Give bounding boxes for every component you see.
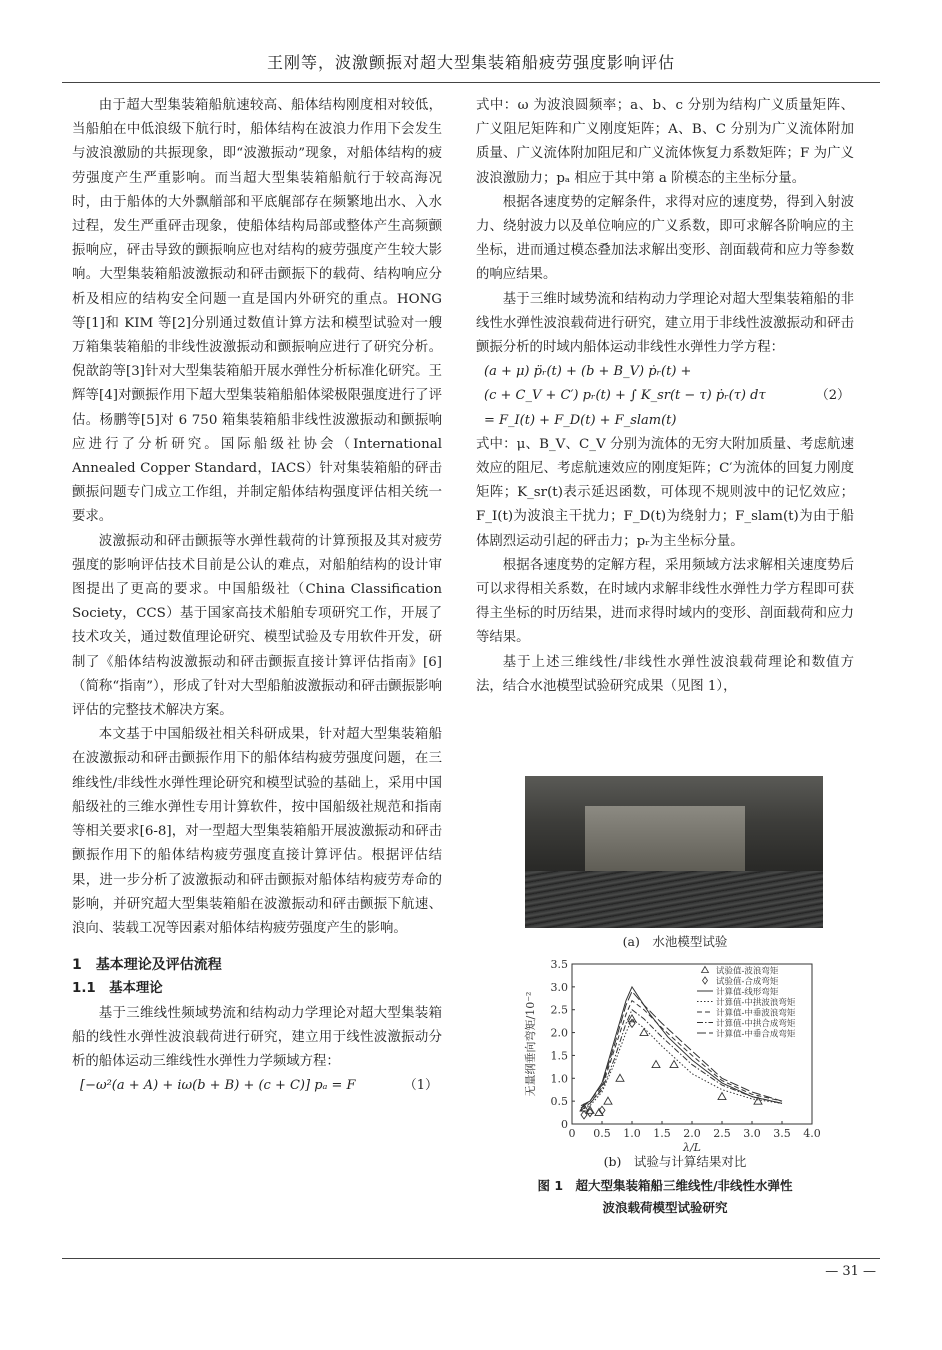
x-axis-label: λ/L (683, 1141, 701, 1152)
y-axis-label: 无量纲垂向弯矩/10⁻² (524, 991, 537, 1097)
equation-2-line-2-body: (c + C_V + C′) pᵣ(t) + ∫ K_sr(t − τ) ṗᵣ(τ) dτ (484, 388, 766, 404)
y-tick-label: 0 (561, 1118, 568, 1131)
data-point (670, 1061, 678, 1068)
x-tick-label: 2.0 (683, 1127, 701, 1140)
equation-2-number: （2） (815, 388, 850, 404)
data-point (640, 1029, 648, 1036)
data-point (718, 1093, 726, 1100)
figure-title-2: 波浪载荷模型试验研究 (602, 1200, 728, 1215)
x-tick-label: 1.5 (653, 1127, 671, 1140)
left-paragraph-1: 由于超大型集装箱船航速较高、船体结构刚度相对较低，当船舶在中低浪级下航行时，船体结构在波浪力作用下会发生与波浪激励的共振现象，即“波激振动”现象，对船体结构的疲劳强度产生严重影响。而当超大型集装箱船航行于较高海况时，由于船体的大外飘艏部和平底艉部存在频繁地出水、入水过程，发生严重砰击现象，使船体结构局部或整体产生高频颤振响应，砰击导致的颤振响应也对结构的疲劳强度产生较大影响。大型集装箱船波激振动和砰击颤振下的载荷、结构响应分析及相应的结构安全问题一直是国内外研究的重点。HONG 等[1]和 KIM 等[2]分别通过数值计算方法和模型试验对一艘万箱集装箱船的非线性波激振动和颤振响应进行了研究分析。倪歆韵等[3]针对大型集装箱船开展水弹性分析标准化研究。王辉等[4]对颤振作用下超大型集装箱船船体梁极限强度进行了评估。杨鹏等[5]对 6 750 箱集装箱船非线性波激振动和颤振响应进行了分析研究。国际船级社协会（International Annealed Copper Standard，IACS）针对集装箱船的砰击颤振问题专门成立工作组，并制定船体结构强度评估相关统一要求。 (72, 98, 442, 525)
legend-label: 计算值-中垂合成弯矩 (716, 1029, 796, 1040)
y-tick-label: 3.0 (550, 980, 568, 994)
right-paragraph-3: 基于三维时域势流和结构动力学理论对超大型集装箱船的非线性水弹性波浪载荷进行研究，建立用于非线性波激振动和砰击颤振分析的时域内船体运动非线性水弹性力学方程： (476, 291, 854, 356)
figure-title-line-2 (476, 1198, 854, 1216)
right-paragraph-6: 基于上述三维线性/非线性水弹性波浪载荷理论和数值方法，结合水池模型试验研究成果（见图 1）， (476, 654, 854, 694)
equation-1 (72, 1074, 442, 1098)
equation-2-line-1: (a + μ) p̈ᵣ(t) + (b + B_V) ṗᵣ(t) + (484, 364, 692, 380)
x-tick-label: 0 (568, 1127, 576, 1140)
water-surface (525, 871, 823, 928)
legend-label: 试验值-合成弯矩 (716, 977, 779, 987)
figure-caption-b: (b) 试验与计算结果对比 (603, 1154, 747, 1169)
y-tick-label: 2.5 (550, 1003, 568, 1017)
footer-rule (62, 1258, 880, 1259)
legend-label: 计算值-中拱波浪弯矩 (716, 998, 796, 1008)
page-number: — 31 — (825, 1264, 876, 1279)
data-point (604, 1097, 612, 1104)
running-header-title: 王刚等，波激颤振对超大型集装箱船疲劳强度影响评估 (266, 53, 675, 72)
equation-1-body: [−ω²(a + A) + iω(b + B) + (c + C)] pₐ = F (80, 1078, 356, 1094)
x-tick-label: 2.5 (713, 1127, 731, 1140)
legend-label: 计算值-线形弯矩 (716, 987, 779, 998)
figure-caption-a: (a) 水池模型试验 (622, 934, 728, 949)
data-point (616, 1074, 624, 1081)
legend-marker (703, 977, 708, 984)
left-paragraph-2: 波激振动和砰击颤振等水弹性载荷的计算预报及其对疲劳强度的影响评估技术目前是公认的难点，对船舶结构的设计审图提出了更高的要求。中国船级社（China Classification Society，CCS）基于国家高技术船舶专项研究工作，开展了技术攻关，通过数值理论研究、模型试验及专用软件开发，研制了《船体结构波激振动和砰击颤振直接计算评估指南》[6]（简称“指南”），形成了针对大型船舶波激振动和砰击颤振影响评估的完整技术解决方案。 (72, 533, 442, 719)
y-tick-label: 3.5 (550, 958, 568, 971)
x-tick-label: 3.5 (773, 1127, 791, 1140)
legend-label: 计算值-中拱合成弯矩 (716, 1019, 796, 1029)
running-header (62, 48, 880, 83)
right-paragraph-2: 根据各速度势的定解条件，求得对应的速度势，得到入射波力、绕射波力以及单位响应的广义系数，即可求解各阶响应的主坐标，进而通过模态叠加法求解出变形、剖面载荷和应力等参数的响应结果。 (476, 194, 854, 283)
figure-label: 图 1 (537, 1178, 564, 1193)
y-tick-label: 1.5 (550, 1049, 568, 1063)
x-tick-label: 1.0 (623, 1127, 641, 1140)
left-column (72, 94, 442, 1098)
basin-model-test-photo (525, 776, 823, 928)
x-tick-label: 0.5 (593, 1127, 611, 1140)
right-paragraph-5: 根据各速度势的定解方程，采用频域方法求解相关速度势后可以求得相关系数，在时域内求解非线性水弹性力学方程即可获得主坐标的时历结果，进而求得时域内的变形、剖面载荷和应力等结果。 (476, 557, 854, 646)
x-tick-label: 4.0 (803, 1127, 821, 1140)
figure-title-1: 超大型集装箱船三维线性/非线性水弹性 (575, 1178, 793, 1193)
equation-2-line-3: = F_I(t) + F_D(t) + F_slam(t) (484, 412, 677, 428)
x-tick-label: 3.0 (743, 1127, 761, 1140)
equation-1-number: （1） (403, 1078, 438, 1094)
section-heading-1-1: 1.1 基本理论 (72, 981, 163, 997)
ship-model-shape (585, 806, 745, 876)
y-tick-label: 1.0 (550, 1072, 568, 1086)
y-tick-label: 2.0 (550, 1026, 568, 1040)
left-paragraph-4: 基于三维线性频域势流和结构动力学理论对超大型集装箱船的线性水弹性波浪载荷进行研究，建立用于线性波激振动分析的船体运动三维线性水弹性力学频域方程： (72, 1005, 442, 1069)
legend-label: 计算值-中垂波浪弯矩 (716, 1008, 796, 1019)
data-point (581, 1111, 587, 1119)
y-tick-label: 0.5 (550, 1095, 568, 1109)
right-paragraph-1: 式中：ω 为波浪圆频率；a、b、c 分别为结构广义质量矩阵、广义阻尼矩阵和广义刚度矩阵；A、B、C 分别为广义流体附加质量、广义流体附加阻尼和广义流体恢复力系数矩阵；F 为广义波浪激励力；pₐ 相应于其中第 a 阶模态的主坐标分量。 (476, 98, 854, 186)
legend-marker (702, 967, 709, 973)
comparison-chart (520, 956, 830, 1152)
left-paragraph-3: 本文基于中国船级社相关科研成果，针对超大型集装箱船在波激振动和砰击颤振作用下的船体结构疲劳强度问题，在三维线性/非线性水弹性理论研究和模型试验的基础上，采用中国船级社的三维水弹性专用计算软件，按中国船级社规范和指南等相关要求[6-8]，对一型超大型集装箱船开展波激振动和砰击颤振作用下的船体结构疲劳强度直接计算评估。根据评估结果，进一步分析了波激振动和砰击颤振对船体结构疲劳寿命的影响，并研究超大型集装箱船在波激振动和砰击颤振下航速、浪向、装载工况等因素对船体结构疲劳强度产生的影响。 (72, 727, 442, 936)
equation-2-line-2 (476, 384, 854, 408)
legend-label: 试验值-波浪弯矩 (716, 966, 779, 977)
figure-title-line-1 (476, 1176, 854, 1194)
right-column (476, 94, 854, 699)
data-point (652, 1061, 660, 1068)
section-heading-1: 1 基本理论及评估流程 (72, 957, 222, 974)
right-paragraph-4: 式中：μ、B_V、C_V 分别为流体的无穷大附加质量、考虑航速效应的阻尼、考虑航速效应的刚度矩阵；C′为流体的回复力刚度矩阵；K_sr(t)表示延迟函数，可体现不规则波中的记忆效应；F_I(t)为波浪主干扰力；F_D(t)为绕射力；F_slam(t)为由于船体剧烈运动引起的砰击力；pᵣ为主坐标分量。 (476, 436, 854, 549)
